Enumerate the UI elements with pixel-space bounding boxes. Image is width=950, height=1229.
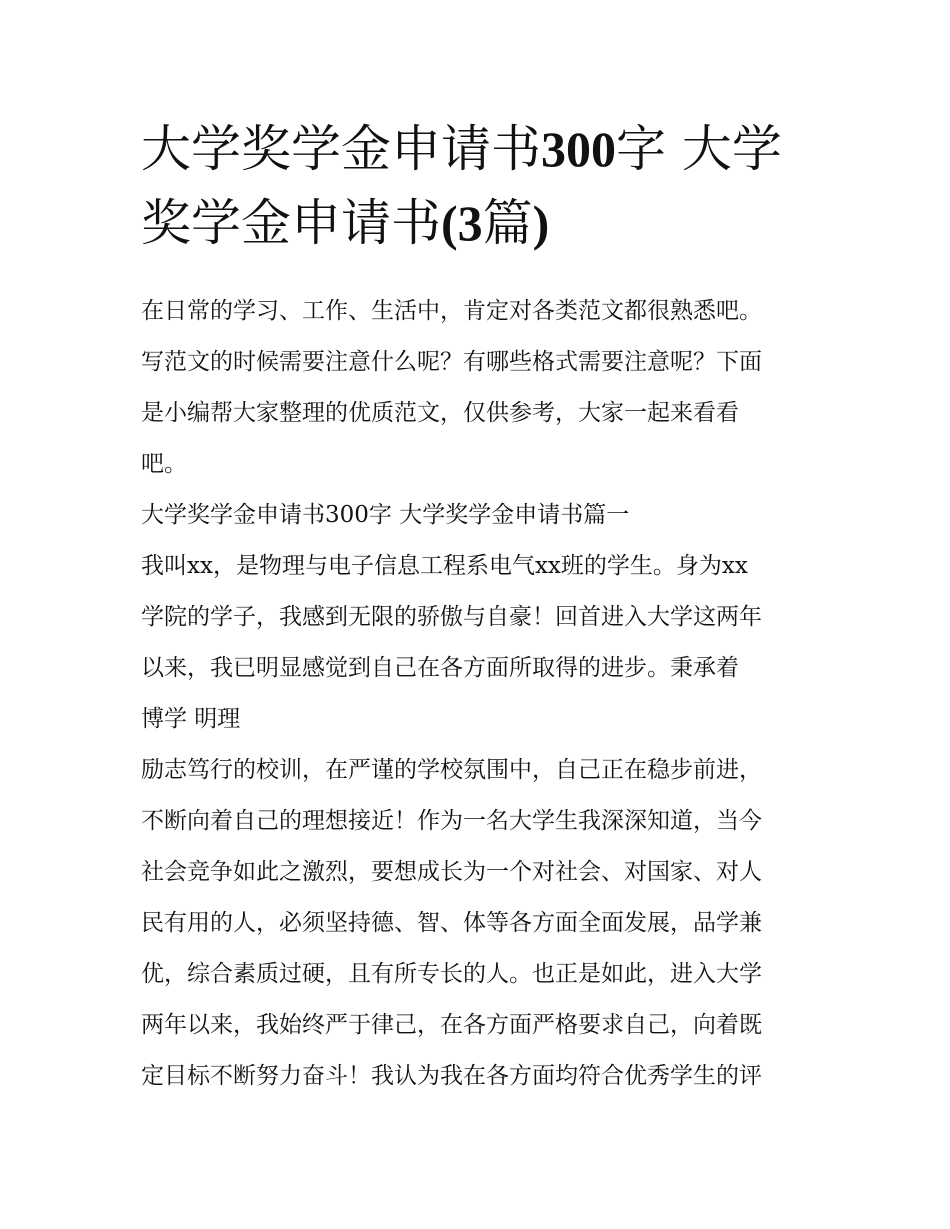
title-paren: ) — [532, 195, 550, 251]
section-heading — [141, 490, 817, 541]
text-line: 学院的学子，我感到无限的骄傲与自豪！回首进入大学这两年 — [141, 604, 762, 630]
document-title — [141, 112, 817, 260]
text-line: 是小编帮大家整理的优质范文，仅供参考，大家一起来看看 — [141, 400, 739, 426]
title-text: 奖学金申请书 — [141, 194, 441, 252]
title-count: (3 — [441, 195, 483, 251]
title-text: 字 大学 — [616, 120, 782, 178]
intro-paragraph — [141, 286, 817, 490]
title-line-1 — [141, 112, 817, 186]
text-line: 以来，我已明显感觉到自己在各方面所取得的进步。秉承着 — [141, 655, 739, 681]
section-heading-text: 大学奖学金申请书300字 大学奖学金申请书篇一 — [141, 502, 630, 528]
text-line: 优，综合素质过硬，且有所专长的人。也正是如此，进入大学 — [141, 961, 762, 987]
title-line-2 — [141, 186, 817, 260]
document-body — [141, 286, 817, 1102]
text-line: 励志笃行的校训，在严谨的学校氛围中，自己正在稳步前进， — [141, 757, 762, 783]
text-line: 社会竞争如此之激烈，要想成长为一个对社会、对国家、对人 — [141, 859, 762, 885]
text-line: 民有用的人，必须坚持德、智、体等各方面全面发展，品学兼 — [141, 910, 762, 936]
text-line: 定目标不断努力奋斗！我认为我在各方面均符合优秀学生的评 — [141, 1063, 762, 1089]
title-number: 300 — [541, 121, 616, 177]
text-line: 写范文的时候需要注意什么呢？有哪些格式需要注意呢？下面 — [141, 349, 762, 375]
text-line: 在日常的学习、工作、生活中，肯定对各类范文都很熟悉吧。 — [141, 298, 762, 324]
text-line: 我叫xx，是物理与电子信息工程系电气xx班的学生。身为xx — [141, 553, 748, 579]
essay-paragraph — [141, 541, 817, 1102]
text-line: 不断向着自己的理想接近！作为一名大学生我深深知道，当今 — [141, 808, 762, 834]
title-text: 大学奖学金申请书 — [141, 120, 541, 178]
text-line: 吧。 — [141, 451, 187, 477]
text-line: 两年以来，我始终严于律己，在各方面严格要求自己，向着既 — [141, 1012, 762, 1038]
text-line: 博学 明理 — [141, 706, 241, 732]
document-content — [141, 112, 817, 1102]
title-text: 篇 — [482, 194, 533, 252]
